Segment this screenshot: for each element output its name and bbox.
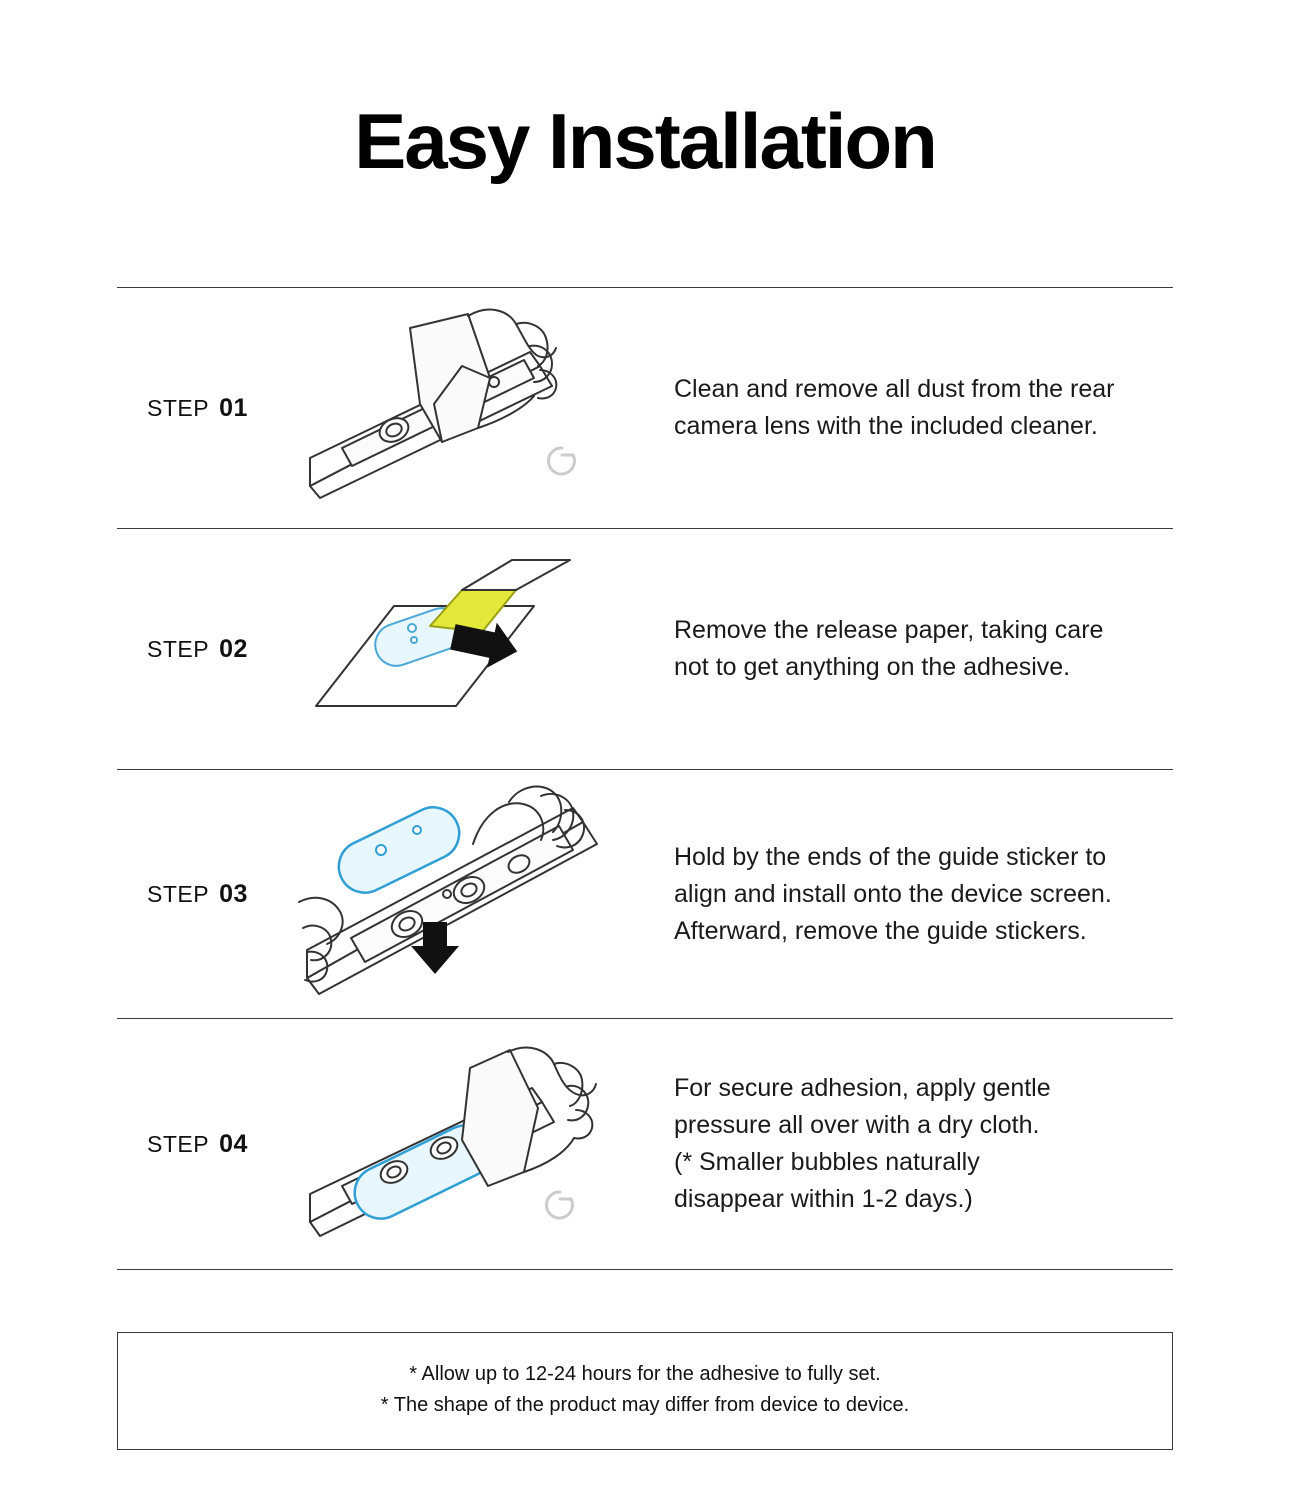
step-illustration-04 [292,1044,642,1244]
step-text-02-line-1: Remove the release paper, taking care [674,616,1104,644]
step-text-04 [642,1070,1173,1218]
step-label-02 [117,635,292,664]
phone-wipe-cleaner-icon [302,308,632,508]
step-text-04-line-1: For secure adhesion, apply gentle [674,1074,1051,1102]
step-text-04-line-4: disappear within 1-2 days.) [674,1185,973,1213]
release-paper-peel-icon [302,554,632,744]
step-number-02: 02 [219,634,248,663]
step-illustration-03 [292,782,642,1007]
step-row-03 [117,770,1173,1018]
step-illustration-01 [292,308,642,508]
step-number-04: 04 [219,1129,248,1158]
step-text-01 [642,371,1173,445]
step-text-04-line-2: pressure all over with a dry cloth. [674,1111,1040,1139]
press-dry-cloth-icon [302,1044,632,1244]
step-text-03-line-1: Hold by the ends of the guide sticker to [674,842,1107,871]
divider-bottom [117,1269,1173,1270]
step-text-02-line-2: not to get anything on the adhesive. [674,653,1071,681]
step-text-02 [642,612,1173,686]
step-label-04 [117,1130,292,1159]
step-text-01-line-2: camera lens with the included cleaner. [674,412,1098,440]
step-row-04 [117,1019,1173,1269]
step-row-02 [117,529,1173,769]
step-word-04: STEP [147,1130,210,1157]
align-guide-sticker-icon [297,782,637,1007]
step-word-02: STEP [147,635,210,662]
step-row-01 [117,288,1173,528]
step-label-01 [117,394,292,423]
step-text-03-line-2: align and install onto the device screen. [674,879,1112,908]
step-word-03: STEP [147,880,210,907]
step-label-03 [117,880,292,909]
footnote-line-1: * Allow up to 12-24 hours for the adhesive to fully set. [409,1363,881,1385]
step-text-01-line-1: Clean and remove all dust from the rear [674,375,1115,403]
step-number-03: 03 [219,879,248,908]
page-title: Easy Installation [354,97,936,185]
step-text-04-line-3: (* Smaller bubbles naturally [674,1148,980,1176]
footnote-line-2: * The shape of the product may differ from device to device. [380,1394,910,1416]
step-illustration-02 [292,554,642,744]
steps-container [117,187,1173,1270]
footnote-box [117,1332,1173,1450]
step-text-03-line-3: Afterward, remove the guide stickers. [674,916,1087,945]
step-text-03 [642,839,1173,950]
step-number-01: 01 [219,393,248,422]
step-word-01: STEP [147,394,210,421]
